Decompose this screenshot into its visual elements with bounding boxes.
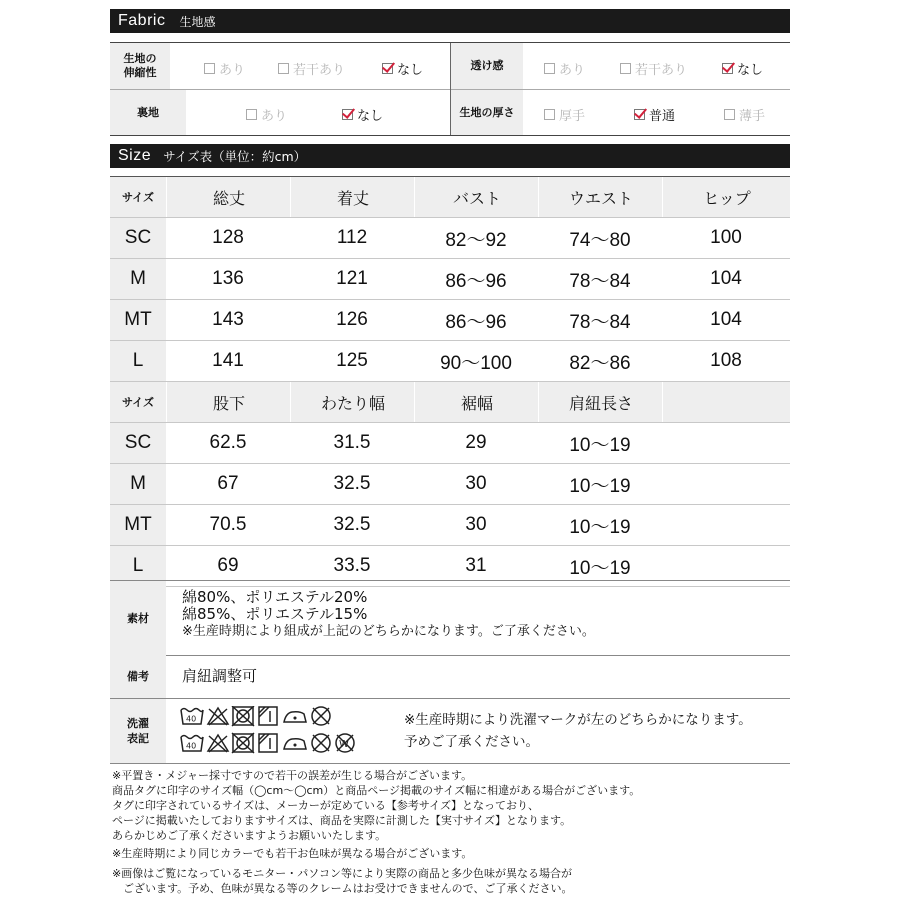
thickness-option-thin: 薄手 xyxy=(724,105,765,124)
stretch-option-slight: 若干あり xyxy=(278,59,345,78)
value-cell: 141 xyxy=(212,350,244,371)
wash-40-icon xyxy=(181,736,203,752)
value-cell: 126 xyxy=(336,309,368,330)
value-cell: 108 xyxy=(710,350,742,371)
material-note: ※生産時期により組成が上記のどちらかになります。ご了承ください。 xyxy=(182,624,595,639)
fabric-section-header xyxy=(110,9,790,33)
no-tumble-dry-icon xyxy=(232,733,254,753)
care-section xyxy=(110,699,790,764)
no-bleach-icon xyxy=(208,735,228,752)
value-cell: 31.5 xyxy=(333,432,371,453)
stretch-option-yes: あり xyxy=(204,59,245,78)
no-tumble-dry-icon xyxy=(232,706,254,726)
value-cell: 67 xyxy=(217,473,239,494)
header-cell: わたり幅 xyxy=(290,382,415,422)
material-line-1: 綿80%、ポリエステル20% xyxy=(182,588,368,606)
size-cell: L xyxy=(110,546,166,586)
table-row xyxy=(110,464,790,505)
stretch-option-none: なし xyxy=(382,59,423,78)
footnote: タグに印字されているサイズは、メーカーが定めている【参考サイズ】となっており、 xyxy=(112,799,540,812)
sheerness-option-yes: あり xyxy=(544,59,585,78)
value-cell: 62.5 xyxy=(209,432,247,453)
remarks-section xyxy=(110,655,790,699)
header-cell: サイズ xyxy=(121,396,155,409)
table-row xyxy=(110,218,790,259)
material-line-2: 綿85%、ポリエステル15% xyxy=(182,605,368,623)
header-cell xyxy=(662,382,791,422)
fabric-title-jp: 生地感 xyxy=(179,14,216,29)
value-cell: 69 xyxy=(217,555,239,576)
care-note-line-1: ※生産時期により洗濯マークが左のどちらかになります。 xyxy=(404,712,752,728)
value-cell: 10〜19 xyxy=(569,475,631,497)
value-cell: 10〜19 xyxy=(569,516,631,538)
lining-option-yes: あり xyxy=(246,105,287,124)
svg-text:40: 40 xyxy=(186,741,197,751)
thickness-option-normal: 普通 xyxy=(634,105,675,124)
value-cell: 32.5 xyxy=(333,514,371,535)
sheerness-option-none: なし xyxy=(722,59,763,78)
table-row xyxy=(110,300,790,341)
care-label: 洗濯 表記 xyxy=(110,699,166,763)
value-cell: 143 xyxy=(212,309,244,330)
care-note-line-2: 予めご了承ください。 xyxy=(404,734,539,750)
header-cell: 総丈 xyxy=(166,177,291,217)
value-cell: 82〜86 xyxy=(569,352,631,374)
fabric-table xyxy=(110,42,790,136)
value-cell: 30 xyxy=(465,473,487,494)
header-cell: 裾幅 xyxy=(414,382,539,422)
table-row xyxy=(110,423,790,464)
value-cell: 10〜19 xyxy=(569,557,631,579)
value-cell: 32.5 xyxy=(333,473,371,494)
svg-text:40: 40 xyxy=(186,714,197,724)
care-icons xyxy=(180,706,400,758)
value-cell: 30 xyxy=(465,514,487,535)
size-title-en: Size xyxy=(118,147,152,164)
footnote: ※生産時期により同じカラーでも若干お色味が異なる場合がございます。 xyxy=(112,847,473,860)
no-bleach-icon xyxy=(208,708,228,725)
table-row xyxy=(110,505,790,546)
size-table-2-header xyxy=(110,382,790,423)
footnote: 商品タグに印字のサイズ幅（◯cm〜◯cm）と商品ページ掲載のサイズ幅に相違がある場合がございます。 xyxy=(112,784,641,797)
fabric-title-en: Fabric xyxy=(118,12,166,29)
size-section-header xyxy=(110,144,790,168)
size-cell: SC xyxy=(110,218,166,258)
value-cell: 136 xyxy=(212,268,244,289)
value-cell: 86〜96 xyxy=(445,270,507,292)
sheerness-label: 透け感 xyxy=(451,43,523,89)
size-cell: SC xyxy=(110,423,166,463)
value-cell: 112 xyxy=(336,227,368,248)
size-title-jp: サイズ表（単位：約cm） xyxy=(163,149,307,164)
footnote: あらかじめご了承くださいますようお願いいたします。 xyxy=(112,829,387,842)
footnote: ※画像はご覧になっているモニター・パソコン等により実際の商品と多少色味が異なる場合が xyxy=(112,867,572,880)
header-cell: ウエスト xyxy=(538,177,663,217)
table-row xyxy=(110,341,790,382)
remarks-label: 備考 xyxy=(110,655,166,698)
size-cell: M xyxy=(110,259,166,299)
lining-label: 裏地 xyxy=(110,90,186,135)
material-label: 素材 xyxy=(110,581,166,655)
value-cell: 78〜84 xyxy=(569,311,631,333)
line-dry-shade-icon xyxy=(259,707,277,725)
size-cell: M xyxy=(110,464,166,504)
header-cell: サイズ xyxy=(121,191,155,204)
table-row xyxy=(110,259,790,300)
footnote: ページに掲載いたしておりますサイズは、商品を実際に計測した【実寸サイズ】となります。 xyxy=(112,814,572,827)
value-cell: 121 xyxy=(336,268,368,289)
footnote: ※平置き・メジャー採寸ですので若干の誤差が生じる場合がございます。 xyxy=(112,769,473,782)
value-cell: 104 xyxy=(710,268,742,289)
value-cell: 74〜80 xyxy=(569,229,631,251)
header-cell: 股下 xyxy=(166,382,291,422)
value-cell: 125 xyxy=(336,350,368,371)
value-cell: 82〜92 xyxy=(445,229,507,251)
value-cell: 90〜100 xyxy=(440,352,512,374)
value-cell: 31 xyxy=(465,555,487,576)
value-cell xyxy=(662,423,790,463)
value-cell: 78〜84 xyxy=(569,270,631,292)
size-table-1-header xyxy=(110,177,790,218)
iron-low-icon xyxy=(284,712,306,722)
footnote: ございます。予め、色味が異なる等のクレームはお受けできませんので、ご了承ください。 xyxy=(112,882,573,895)
header-cell: 肩紐長さ xyxy=(538,382,663,422)
thickness-label: 生地の厚さ xyxy=(451,90,523,135)
size-table xyxy=(110,176,790,579)
svg-text:W: W xyxy=(339,739,349,750)
header-cell: バスト xyxy=(414,177,539,217)
value-cell xyxy=(662,464,790,504)
value-cell: 86〜96 xyxy=(445,311,507,333)
remarks-text: 肩紐調整可 xyxy=(182,667,258,685)
sheerness-option-slight: 若干あり xyxy=(620,59,687,78)
value-cell: 128 xyxy=(212,227,244,248)
lining-option-none: なし xyxy=(342,105,383,124)
value-cell xyxy=(662,505,790,545)
value-cell: 33.5 xyxy=(333,555,371,576)
no-dry-clean-icon xyxy=(312,734,330,752)
header-cell: 着丈 xyxy=(290,177,415,217)
size-cell: L xyxy=(110,341,166,381)
value-cell: 70.5 xyxy=(209,514,247,535)
size-cell: MT xyxy=(110,505,166,545)
stretch-label: 生地の 伸縮性 xyxy=(110,43,170,89)
iron-low-icon xyxy=(284,739,306,749)
material-section xyxy=(110,580,790,656)
line-dry-shade-icon xyxy=(259,734,277,752)
value-cell: 104 xyxy=(710,309,742,330)
value-cell: 10〜19 xyxy=(569,434,631,456)
thickness-option-thick: 厚手 xyxy=(544,105,585,124)
value-cell: 100 xyxy=(710,227,742,248)
value-cell: 29 xyxy=(465,432,487,453)
no-dry-clean-icon xyxy=(312,707,330,725)
size-cell: MT xyxy=(110,300,166,340)
no-wet-clean-icon xyxy=(336,734,354,752)
header-cell: ヒップ xyxy=(662,177,791,217)
wash-40-icon xyxy=(181,709,203,725)
